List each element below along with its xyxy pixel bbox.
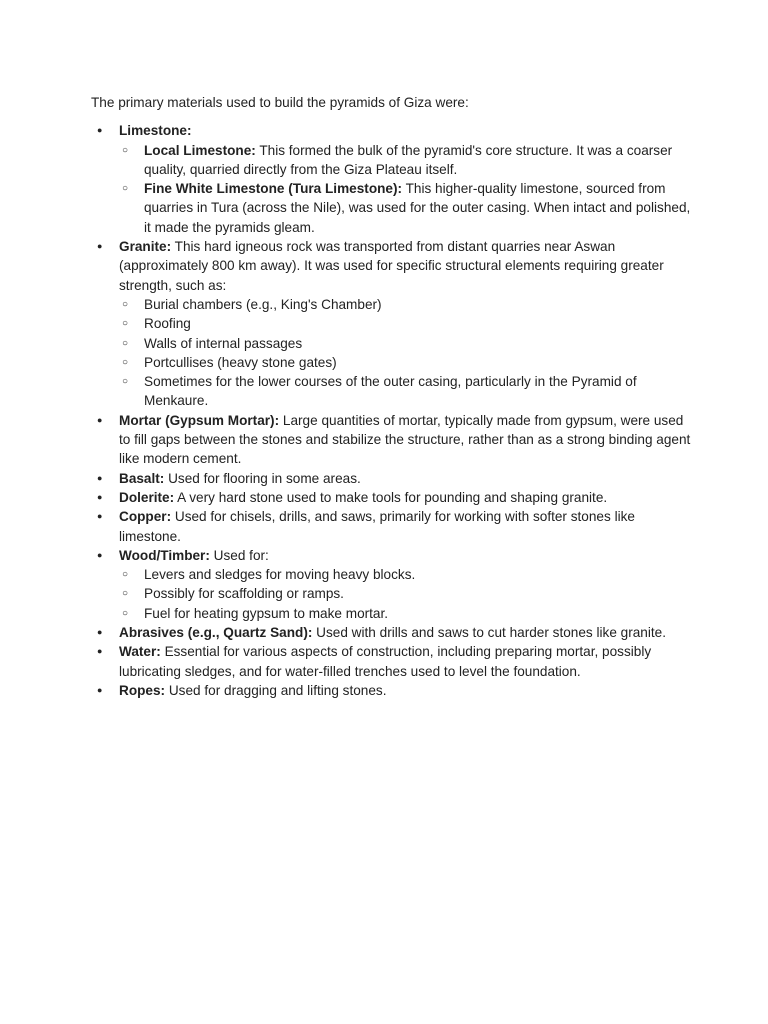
list-item <box>91 469 691 488</box>
list-item-text: Used with drills and saws to cut harder stones like granite. <box>312 625 666 641</box>
list-item <box>91 681 691 700</box>
list-item-text: Essential for various aspects of construction, including preparing mortar, possibly lubricating sledges, and for water-filled trenches used to level the foundation. <box>119 644 652 679</box>
list-item <box>91 623 691 642</box>
list-item <box>91 546 691 623</box>
list-item-label: Basalt: <box>119 470 165 486</box>
list-item-text: This hard igneous rock was transported from distant quarries near Aswan (approximately 800 km away). It was used for specific structural elements requiring greater strength, such as: <box>119 239 664 293</box>
list-item-text: Used for flooring in some areas. <box>164 470 361 486</box>
list-item <box>91 121 691 237</box>
sub-list-item-text: Possibly for scaffolding or ramps. <box>144 586 344 602</box>
sub-list-item <box>119 372 691 411</box>
list-item-text: Large quantities of mortar, typically made from gypsum, were used to fill gaps between the stones and stabilize the structure, rather than as a strong binding agent like modern cement. <box>119 412 691 467</box>
list-item-text: Used for: <box>209 547 269 563</box>
list-item-label: Abrasives (e.g., Quartz Sand): <box>119 625 313 641</box>
sub-list-item-text: Fuel for heating gypsum to make mortar. <box>144 605 389 621</box>
sub-list-item-text: Burial chambers (e.g., King's Chamber) <box>144 296 382 312</box>
list-item <box>91 237 691 411</box>
list-item-label: Granite: <box>119 239 172 255</box>
sub-list <box>119 565 691 623</box>
sub-list-item-text: This formed the bulk of the pyramid's core structure. It was a coarser quality, quarried directly from the Giza Plateau itself. <box>144 142 673 177</box>
sub-list-item <box>119 353 691 372</box>
sub-list <box>119 295 691 411</box>
sub-list-item-label: Fine White Limestone (Tura Limestone): <box>144 181 403 197</box>
sub-list-item-text: Roofing <box>144 316 191 332</box>
list-item-label: Ropes: <box>119 682 166 698</box>
sub-list-item-text: Sometimes for the lower courses of the outer casing, particularly in the Pyramid of Menkaure. <box>144 374 637 409</box>
sub-list-item-text: Walls of internal passages <box>144 335 303 351</box>
sub-list-item <box>119 314 691 333</box>
list-item-label: Water: <box>119 644 161 660</box>
list-item <box>91 411 691 469</box>
list-item <box>91 507 691 546</box>
list-item-label: Wood/Timber: <box>119 547 210 563</box>
materials-list <box>91 121 691 700</box>
sub-list-item <box>119 295 691 314</box>
sub-list-item-text: This higher-quality limestone, sourced from quarries in Tura (across the Nile), was used for the outer casing. When intact and polished, it made the pyramids gleam. <box>144 181 691 235</box>
sub-list-item <box>119 565 691 584</box>
sub-list-item-label: Local Limestone: <box>144 142 256 158</box>
list-item-text: A very hard stone used to make tools for pounding and shaping granite. <box>174 489 608 505</box>
list-item-label: Dolerite: <box>119 489 175 505</box>
sub-list <box>119 141 691 237</box>
list-item-label: Mortar (Gypsum Mortar): <box>119 412 280 428</box>
document-body <box>91 93 691 700</box>
sub-list-item <box>119 584 691 603</box>
sub-list-item <box>119 179 691 237</box>
sub-list-item <box>119 334 691 353</box>
list-item-text: Used for chisels, drills, and saws, primarily for working with softer stones like limestone. <box>119 509 635 544</box>
list-item-text: Used for dragging and lifting stones. <box>165 682 387 698</box>
list-item-label: Limestone: <box>119 123 192 139</box>
sub-list-item-text: Portcullises (heavy stone gates) <box>144 354 337 370</box>
list-item <box>91 488 691 507</box>
list-item <box>91 642 691 681</box>
sub-list-item <box>119 141 691 180</box>
list-item-label: Copper: <box>119 509 172 525</box>
sub-list-item <box>119 604 691 623</box>
sub-list-item-text: Levers and sledges for moving heavy blocks. <box>144 567 416 583</box>
intro-paragraph: The primary materials used to build the pyramids of Giza were: <box>91 95 469 110</box>
